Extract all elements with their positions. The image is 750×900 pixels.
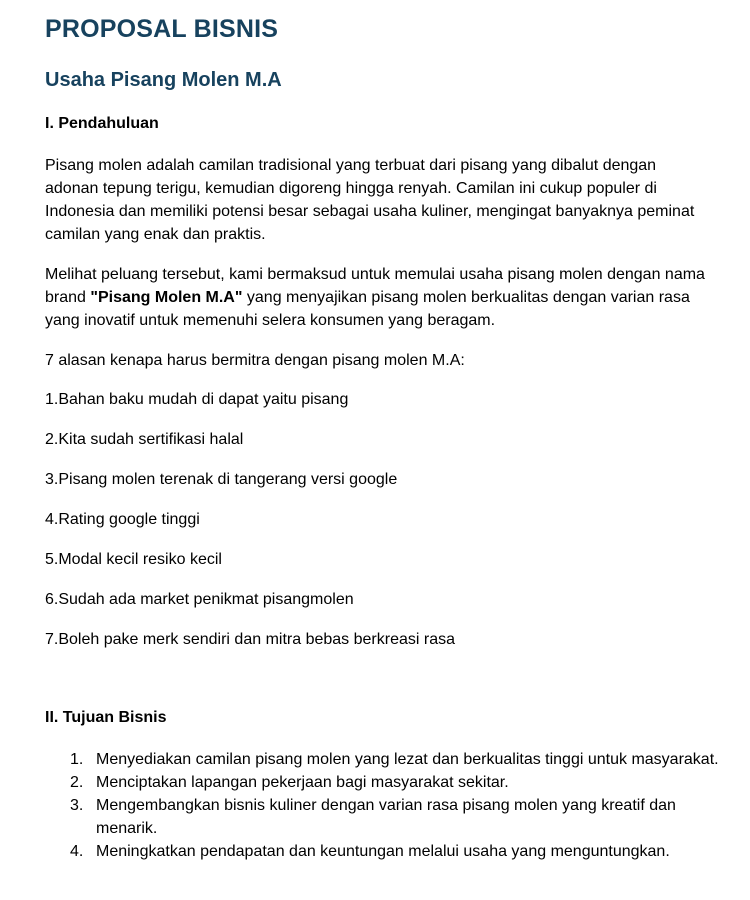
reason-item: 6.Sudah ada market penikmat pisangmolen [45, 591, 354, 608]
goal-text: Menciptakan lapangan pekerjaan bagi masyarakat sekitar. [96, 774, 509, 791]
goal-item [45, 748, 720, 771]
reason-item: 4.Rating google tinggi [45, 511, 200, 528]
goal-number: 2. [70, 774, 84, 791]
intro-paragraph-1: Pisang molen adalah camilan tradisional yang terbuat dari pisang yang dibalut dengan adonan tepung terigu, kemudian digoreng hingga renyah. Camilan ini cukup populer di Indonesia dan memiliki potensi besar sebagai usaha kuliner, mengingat banyaknya peminat camilan yang enak dan praktis. [45, 157, 695, 243]
goals-heading: II. Tujuan Bisnis [45, 709, 167, 726]
intro-section [45, 114, 750, 650]
reason-item: 1.Bahan baku mudah di dapat yaitu pisang [45, 391, 349, 408]
paragraph-2-text-after: yang menyajikan pisang molen berkualitas dengan varian rasa yang inovatif untuk memenuhi selera konsumen yang beragam. [45, 289, 690, 329]
goal-number: 1. [70, 751, 84, 768]
paragraph-2-text-before: Melihat peluang tersebut, kami bermaksud untuk memulai usaha pisang molen dengan nama brand [45, 266, 705, 306]
document-subtitle: Usaha Pisang Molen M.A [45, 69, 282, 91]
reasons-list [45, 390, 750, 650]
reasons-intro: 7 alasan kenapa harus bermitra dengan pisang molen M.A: [45, 352, 465, 369]
reason-item: 2.Kita sudah sertifikasi halal [45, 431, 244, 448]
brand-name: "Pisang Molen M.A" [90, 289, 243, 306]
goal-item [45, 771, 720, 794]
goals-list [45, 748, 720, 863]
goals-section [45, 708, 750, 863]
goal-text: Menyediakan camilan pisang molen yang lezat dan berkualitas tinggi untuk masyarakat. [96, 751, 719, 768]
goal-number: 3. [70, 797, 84, 814]
goal-text: Mengembangkan bisnis kuliner dengan varian rasa pisang molen yang kreatif dan menarik. [96, 797, 676, 837]
goal-item [45, 794, 720, 840]
goal-item [45, 840, 720, 863]
reason-item: 3.Pisang molen terenak di tangerang versi google [45, 471, 398, 488]
reason-item: 7.Boleh pake merk sendiri dan mitra bebas berkreasi rasa [45, 631, 455, 648]
document-title: PROPOSAL BISNIS [45, 15, 279, 43]
reason-item: 5.Modal kecil resiko kecil [45, 551, 222, 568]
intro-paragraph-2 [45, 263, 710, 332]
goal-number: 4. [70, 843, 84, 860]
goal-text: Meningkatkan pendapatan dan keuntungan melalui usaha yang menguntungkan. [96, 843, 670, 860]
intro-heading: I. Pendahuluan [45, 115, 159, 132]
